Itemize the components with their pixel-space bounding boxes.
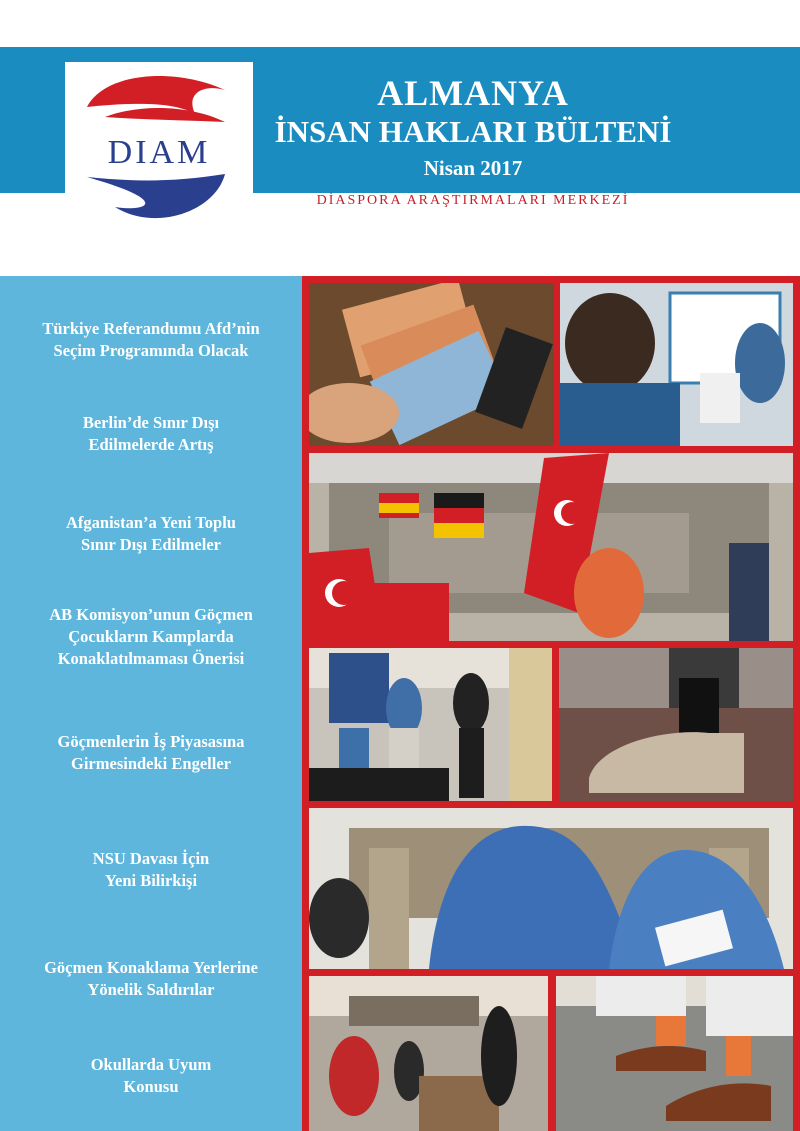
headline-2-line2: Edilmelerde Artış xyxy=(88,435,214,454)
headline-5-line1: Göçmenlerin İş Piyasasına xyxy=(57,732,245,751)
headline-7-line2: Yönelik Saldırılar xyxy=(87,980,215,999)
photo-flags-reichstag xyxy=(309,453,793,641)
photo-courtroom xyxy=(309,976,548,1131)
photo-shoes-socks xyxy=(556,976,793,1131)
headline-5-line2: Girmesindeki Engeller xyxy=(71,754,231,773)
title-line1: ALMANYA xyxy=(377,73,569,113)
headline-1[interactable] xyxy=(10,318,292,362)
headline-3-line2: Sınır Dışı Edilmeler xyxy=(81,535,221,554)
diam-logo xyxy=(65,62,253,239)
headline-8-line1: Okullarda Uyum xyxy=(90,1055,212,1074)
photo-burqa-brandenburg xyxy=(309,808,793,969)
headline-2-line1: Berlin’de Sınır Dışı xyxy=(82,413,220,432)
logo-text: DIAM xyxy=(107,134,211,171)
headline-3[interactable] xyxy=(10,512,292,556)
headline-8[interactable] xyxy=(10,1054,292,1098)
photo-classroom xyxy=(560,283,793,446)
photo-euro-banknotes xyxy=(309,283,554,446)
photo-ankle-monitor xyxy=(559,648,793,801)
issue-date: Nisan 2017 xyxy=(423,156,523,180)
headline-4-line3: Konaklatılmaması Önerisi xyxy=(57,649,245,668)
title-line2: İNSAN HAKLARI BÜLTENİ xyxy=(274,114,672,149)
headline-6-line2: Yeni Bilirkişi xyxy=(104,871,198,890)
headline-1-line1: Türkiye Referandumu Afd’nin xyxy=(42,319,260,338)
subtitle: DİASPORA ARAŞTIRMALARI MERKEZİ xyxy=(316,193,630,208)
headline-4[interactable] xyxy=(10,604,292,670)
headline-3-line1: Afganistan’a Yeni Toplu xyxy=(66,513,236,532)
photo-airport-refugees xyxy=(309,648,552,801)
headline-8-line2: Konusu xyxy=(123,1077,179,1096)
headline-1-line2: Seçim Programında Olacak xyxy=(53,341,249,360)
headline-4-line1: AB Komisyon’unun Göçmen xyxy=(49,605,253,624)
headline-7-line1: Göçmen Konaklama Yerlerine xyxy=(44,958,258,977)
headline-4-line2: Çocukların Kamplarda xyxy=(68,627,234,646)
headline-6-line1: NSU Davası İçin xyxy=(92,849,210,868)
headline-6[interactable] xyxy=(10,848,292,892)
headline-sidebar xyxy=(0,276,302,1131)
headline-7[interactable] xyxy=(10,957,292,1001)
headline-5[interactable] xyxy=(10,731,292,775)
headline-2[interactable] xyxy=(10,412,292,456)
